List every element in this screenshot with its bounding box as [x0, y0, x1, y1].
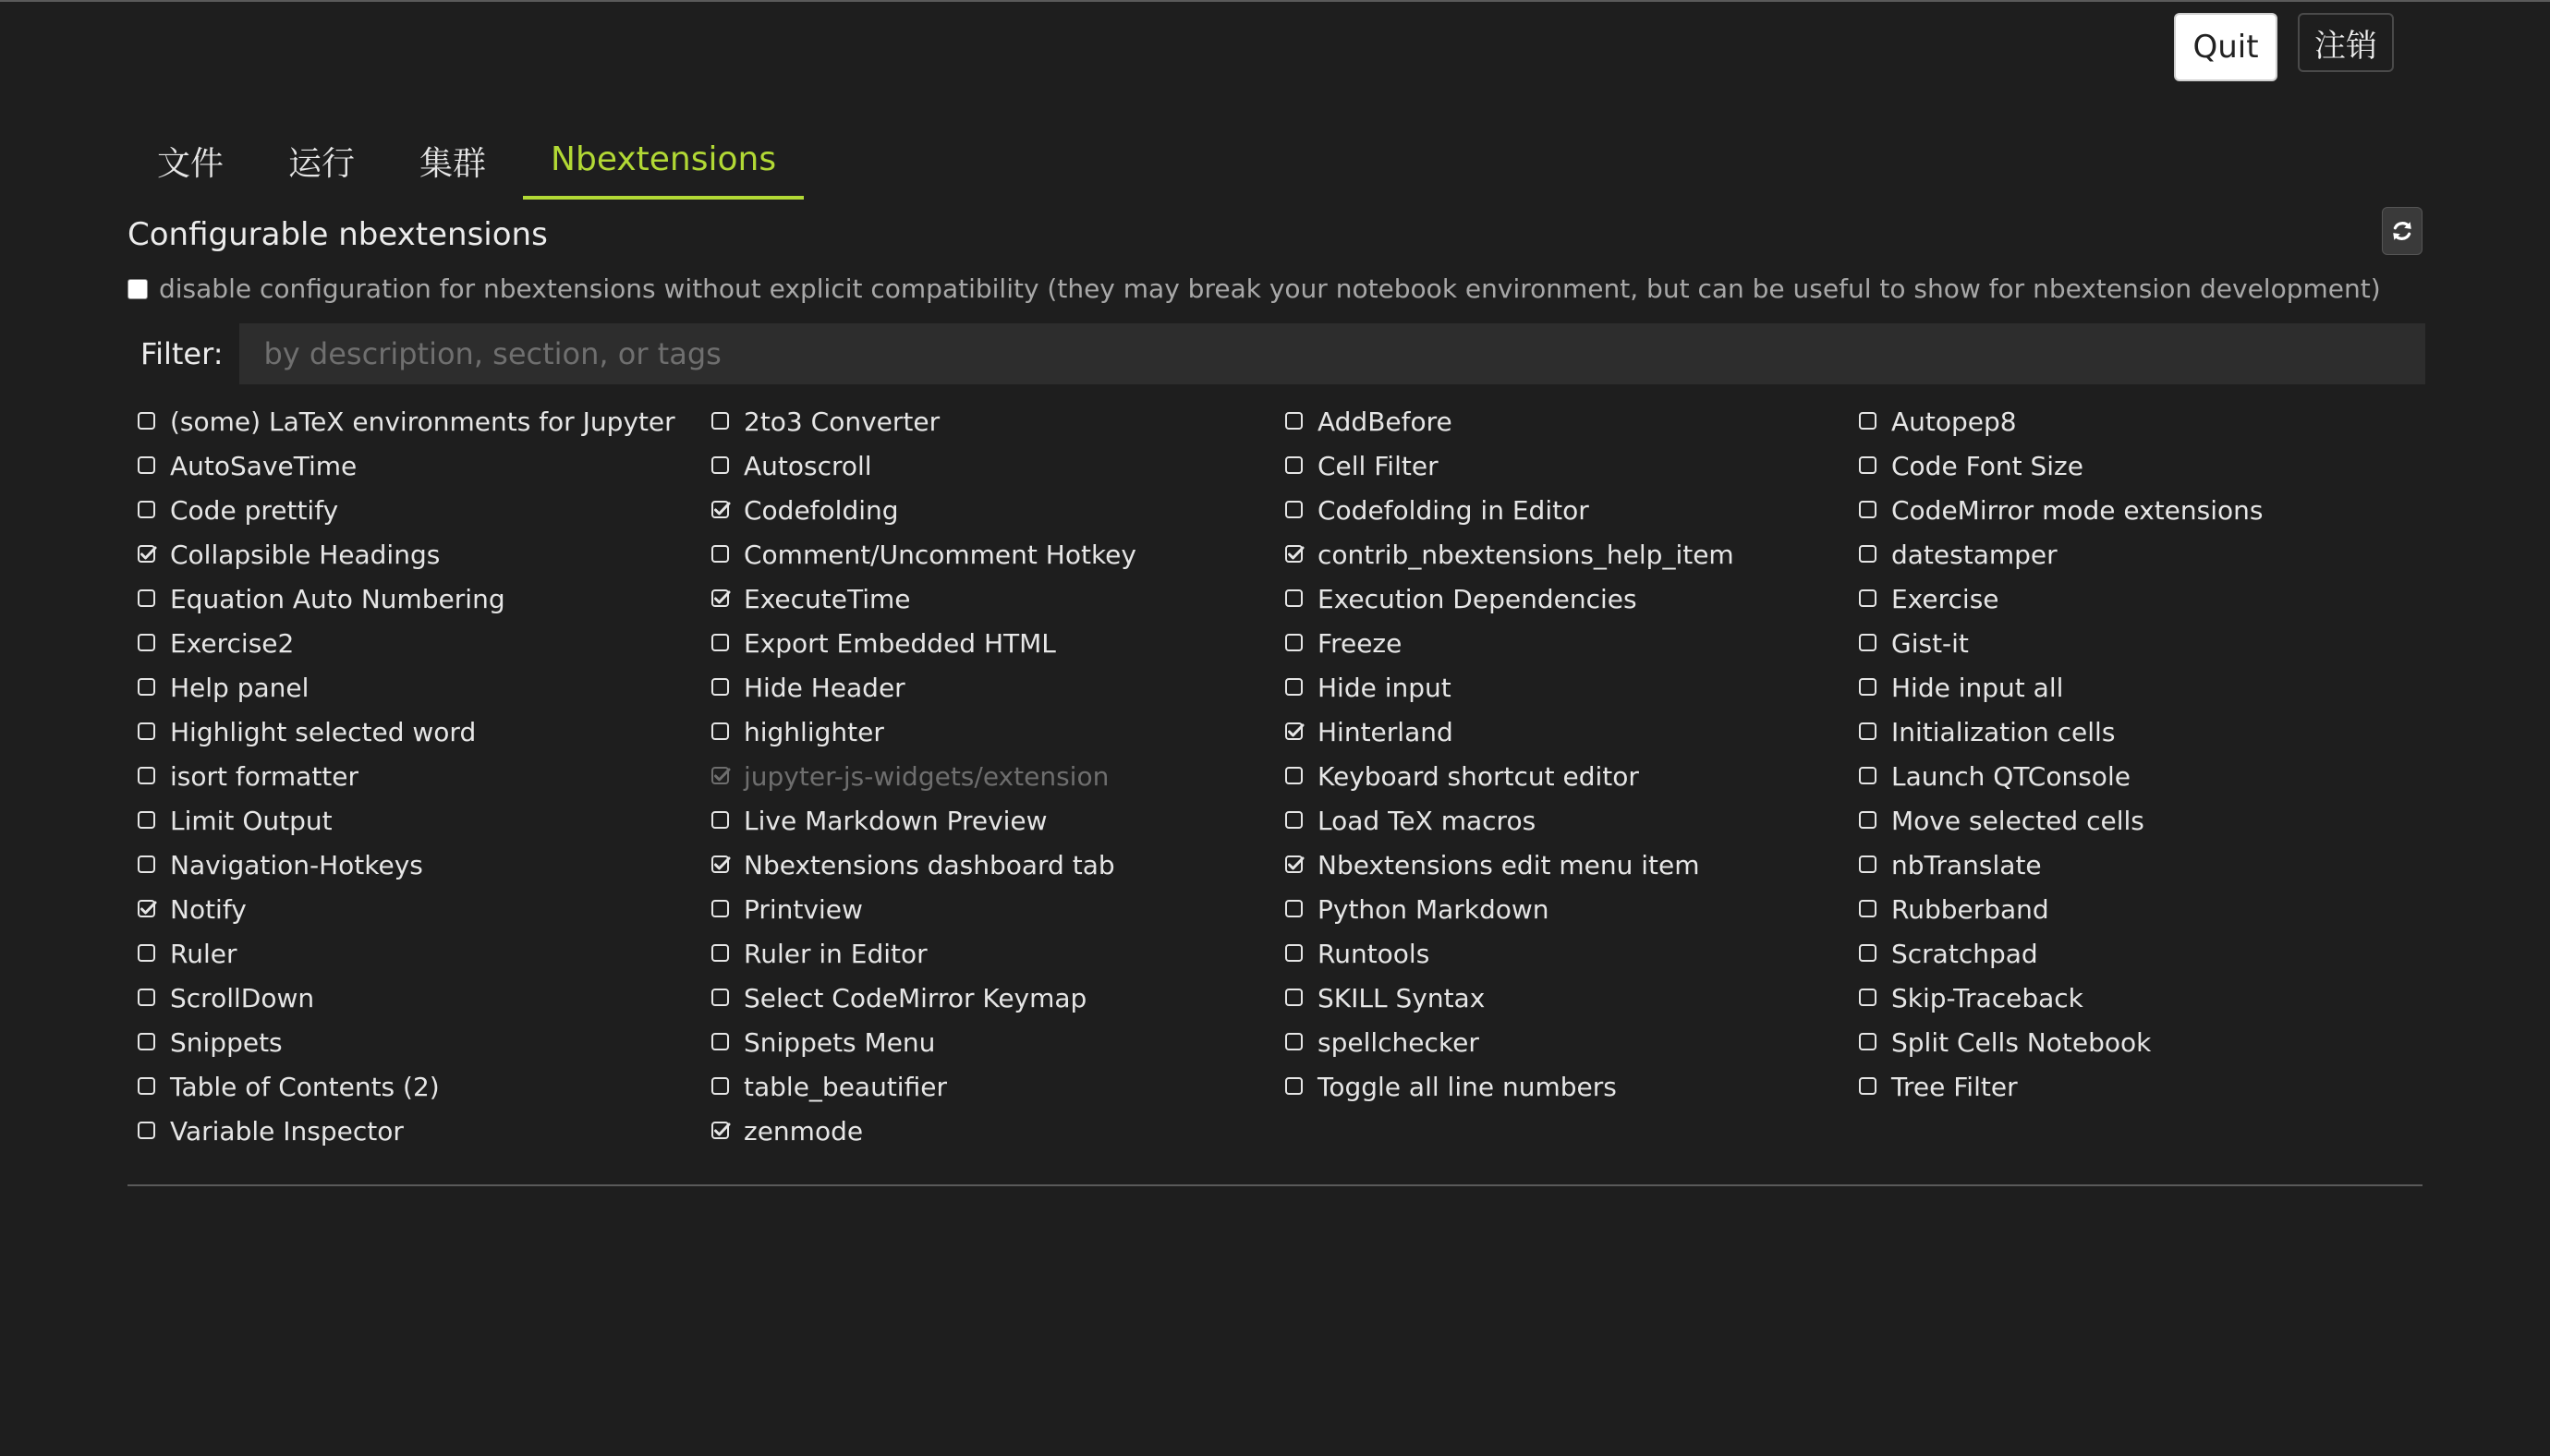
extension-item[interactable] [137, 887, 710, 931]
extension-item[interactable] [710, 399, 1284, 443]
extension-item[interactable] [710, 665, 1284, 710]
extension-label: Exercise [1891, 583, 1999, 614]
checkbox-icon[interactable] [1858, 855, 1878, 875]
checkbox-icon[interactable] [137, 722, 157, 742]
extension-item[interactable] [710, 621, 1284, 665]
extension-label: isort formatter [170, 760, 359, 792]
extension-label: AutoSaveTime [170, 450, 358, 481]
checkbox-icon[interactable] [710, 810, 731, 831]
extension-label: 2to3 Converter [744, 406, 941, 437]
extension-label: nbTranslate [1891, 849, 2042, 880]
extension-item[interactable] [137, 576, 710, 621]
extension-label: Codefolding [744, 494, 899, 526]
checkbox-icon[interactable] [1284, 943, 1305, 964]
extension-label: Highlight selected word [170, 716, 477, 747]
checkbox-icon[interactable] [710, 1076, 731, 1097]
extension-label: Table of Contents (2) [170, 1071, 440, 1102]
checked-checkbox-icon[interactable] [710, 1121, 731, 1141]
extension-item[interactable] [1284, 887, 1858, 931]
checkbox-icon[interactable] [1858, 722, 1878, 742]
checkbox-icon[interactable] [1858, 588, 1878, 609]
filter-label: Filter: [140, 336, 224, 371]
extension-label: SKILL Syntax [1318, 982, 1486, 1013]
refresh-button[interactable] [2382, 207, 2422, 255]
extension-item[interactable] [1858, 931, 2428, 976]
extension-item[interactable] [710, 576, 1284, 621]
extension-label: Hide Header [744, 672, 905, 703]
checked-checkbox-icon[interactable] [137, 899, 157, 919]
checked-checkbox-icon[interactable] [710, 500, 731, 520]
checkbox-icon[interactable] [1858, 633, 1878, 653]
extension-label: Skip-Traceback [1891, 982, 2083, 1013]
extension-item[interactable] [710, 488, 1284, 532]
extension-item[interactable] [137, 621, 710, 665]
checkbox-icon[interactable] [137, 988, 157, 1008]
checkbox-icon[interactable] [1858, 810, 1878, 831]
extension-item[interactable] [1858, 976, 2428, 1020]
checkbox-icon[interactable] [137, 943, 157, 964]
extension-item[interactable] [1284, 621, 1858, 665]
extension-label: Rubberband [1891, 893, 2049, 925]
extension-item[interactable] [1858, 399, 2428, 443]
extension-label: Nbextensions edit menu item [1318, 849, 1700, 880]
extension-label: Hinterland [1318, 716, 1453, 747]
tab-clusters[interactable]: 集群 [419, 144, 487, 183]
extension-item[interactable] [710, 931, 1284, 976]
extension-label: datestamper [1891, 539, 2058, 570]
checkbox-icon[interactable] [1858, 766, 1878, 786]
extension-label: zenmode [744, 1115, 864, 1147]
extension-label: Launch QTConsole [1891, 760, 2131, 792]
extension-item[interactable] [1858, 621, 2428, 665]
extension-label: Equation Auto Numbering [170, 583, 505, 614]
compat-option [128, 273, 2381, 304]
checkbox-icon[interactable] [137, 455, 157, 476]
extension-label: Snippets [170, 1026, 283, 1058]
checkbox-icon[interactable] [137, 588, 157, 609]
checkbox-icon[interactable] [1284, 899, 1305, 919]
extension-item[interactable] [137, 710, 710, 754]
checked-checkbox-icon[interactable] [1284, 544, 1305, 564]
checkbox-icon[interactable] [1284, 500, 1305, 520]
extension-label: CodeMirror mode extensions [1891, 494, 2264, 526]
extension-label: Initialization cells [1891, 716, 2116, 747]
extension-item[interactable] [710, 1109, 1284, 1153]
extension-item[interactable] [1284, 754, 1858, 798]
checkbox-icon[interactable] [1284, 766, 1305, 786]
checkbox-icon[interactable] [1284, 1076, 1305, 1097]
extension-label: Exercise2 [170, 627, 295, 659]
checkbox-icon[interactable] [710, 1032, 731, 1052]
extension-label: Live Markdown Preview [744, 805, 1048, 836]
extension-label: (some) LaTeX environments for Jupyter [170, 406, 675, 437]
checkbox-icon[interactable] [1284, 810, 1305, 831]
extension-label: Ruler in Editor [744, 938, 928, 969]
extension-item[interactable] [1858, 1020, 2428, 1064]
checkbox-icon[interactable] [710, 899, 731, 919]
checkbox-icon[interactable] [137, 677, 157, 698]
extension-item[interactable] [137, 399, 710, 443]
extension-item[interactable] [1858, 887, 2428, 931]
extension-label: Cell Filter [1318, 450, 1439, 481]
extension-label: Code Font Size [1891, 450, 2083, 481]
checkbox-icon[interactable] [1858, 411, 1878, 431]
extension-label: Code prettify [170, 494, 339, 526]
extension-label: Scratchpad [1891, 938, 2038, 969]
extension-label: Variable Inspector [170, 1115, 404, 1147]
extension-item[interactable] [1858, 576, 2428, 621]
extension-item[interactable] [1858, 798, 2428, 843]
extension-label: Export Embedded HTML [744, 627, 1056, 659]
extension-label: Codefolding in Editor [1318, 494, 1589, 526]
extension-label: Nbextensions dashboard tab [744, 849, 1115, 880]
checkbox-icon[interactable] [137, 1121, 157, 1141]
extension-label: Gist-it [1891, 627, 1969, 659]
compat-checkbox[interactable] [128, 279, 148, 299]
extension-item[interactable] [1284, 532, 1858, 576]
extension-item[interactable] [1284, 710, 1858, 754]
checkbox-icon[interactable] [137, 1032, 157, 1052]
extension-label: AddBefore [1318, 406, 1452, 437]
checkbox-icon[interactable] [137, 633, 157, 653]
checkbox-icon[interactable] [137, 855, 157, 875]
checked-checkbox-icon[interactable] [1284, 855, 1305, 875]
extension-label: Execution Dependencies [1318, 583, 1637, 614]
checkbox-icon[interactable] [137, 766, 157, 786]
checkbox-icon[interactable] [1858, 677, 1878, 698]
divider [128, 1184, 2422, 1186]
checkbox-icon[interactable] [1858, 500, 1878, 520]
extension-item[interactable] [137, 843, 710, 887]
extension-item[interactable] [1284, 1020, 1858, 1064]
extension-label: ScrollDown [170, 982, 315, 1013]
extension-label: Load TeX macros [1318, 805, 1536, 836]
extension-label: Tree Filter [1891, 1071, 2018, 1102]
checkbox-icon[interactable] [1284, 455, 1305, 476]
extension-item[interactable] [1858, 843, 2428, 887]
extension-item[interactable] [1858, 665, 2428, 710]
extension-label: Navigation-Hotkeys [170, 849, 423, 880]
extension-item[interactable] [1284, 1064, 1858, 1109]
extension-label: Select CodeMirror Keymap [744, 982, 1087, 1013]
extension-item[interactable] [710, 710, 1284, 754]
extension-item[interactable] [137, 798, 710, 843]
extension-item[interactable] [137, 1020, 710, 1064]
checkbox-icon[interactable] [1858, 899, 1878, 919]
extension-label: contrib_nbextensions_help_item [1318, 539, 1734, 570]
extension-label: jupyter-js-widgets/extension [744, 760, 1110, 792]
checkbox-icon[interactable] [137, 500, 157, 520]
extension-item[interactable] [1284, 488, 1858, 532]
extension-label: Runtools [1318, 938, 1430, 969]
extension-label: Freeze [1318, 627, 1402, 659]
extension-label: Split Cells Notebook [1891, 1026, 2152, 1058]
extension-item[interactable] [137, 976, 710, 1020]
tab-nbextensions[interactable]: Nbextensions [523, 122, 804, 200]
extension-item[interactable] [710, 976, 1284, 1020]
extension-label: Comment/Uncomment Hotkey [744, 539, 1136, 570]
checkbox-icon[interactable] [137, 411, 157, 431]
extension-item[interactable] [710, 798, 1284, 843]
compat-label: disable configuration for nbextensions without explicit compatibility (they may break your notebook environment, but can be useful to show for nbextension development) [159, 273, 2381, 304]
extension-label: Notify [170, 893, 247, 925]
checkbox-icon[interactable] [710, 633, 731, 653]
extension-label: Snippets Menu [744, 1026, 936, 1058]
tab-bar [129, 122, 813, 200]
extension-label: Keyboard shortcut editor [1318, 760, 1639, 792]
extension-label: Hide input all [1891, 672, 2064, 703]
checkbox-icon[interactable] [137, 1076, 157, 1097]
checkbox-icon[interactable] [1284, 988, 1305, 1008]
extension-label: Autoscroll [744, 450, 872, 481]
extension-item[interactable] [137, 532, 710, 576]
checkbox-icon[interactable] [710, 544, 731, 564]
extension-item[interactable] [137, 1064, 710, 1109]
extension-grid [137, 399, 2428, 1153]
checkbox-icon[interactable] [1284, 677, 1305, 698]
extension-item[interactable] [1858, 1064, 2428, 1109]
checkbox-icon[interactable] [1858, 943, 1878, 964]
extension-label: highlighter [744, 716, 884, 747]
extension-item[interactable] [710, 843, 1284, 887]
extension-item[interactable] [137, 443, 710, 488]
checkbox-icon[interactable] [1284, 411, 1305, 431]
extension-item[interactable] [1858, 443, 2428, 488]
section-title: Configurable nbextensions [128, 216, 548, 253]
refresh-icon [2390, 219, 2414, 243]
extension-label: Toggle all line numbers [1318, 1071, 1617, 1102]
extension-label: Limit Output [170, 805, 333, 836]
extension-item[interactable] [1284, 976, 1858, 1020]
extension-label: Ruler [170, 938, 237, 969]
extension-item[interactable] [1284, 665, 1858, 710]
extension-item[interactable] [710, 754, 1284, 798]
extension-label: Help panel [170, 672, 310, 703]
extension-item[interactable] [1284, 931, 1858, 976]
extension-item[interactable] [1284, 576, 1858, 621]
checkbox-icon[interactable] [1858, 544, 1878, 564]
checkbox-icon[interactable] [710, 411, 731, 431]
extension-item[interactable] [137, 488, 710, 532]
extension-item[interactable] [710, 1020, 1284, 1064]
extension-item[interactable] [1284, 843, 1858, 887]
extension-item[interactable] [137, 665, 710, 710]
checkbox-icon[interactable] [1284, 588, 1305, 609]
checked-checkbox-icon[interactable] [710, 855, 731, 875]
extension-item[interactable] [1858, 754, 2428, 798]
extension-item[interactable] [1858, 532, 2428, 576]
extension-item[interactable] [1858, 710, 2428, 754]
extension-label: ExecuteTime [744, 583, 911, 614]
extension-item[interactable] [710, 443, 1284, 488]
checkbox-icon[interactable] [1284, 1032, 1305, 1052]
extension-item[interactable] [710, 1064, 1284, 1109]
tab-files[interactable]: 文件 [157, 144, 225, 183]
checkbox-icon[interactable] [1858, 455, 1878, 476]
extension-label: Printview [744, 893, 863, 925]
extension-label: Move selected cells [1891, 805, 2144, 836]
extension-label: Python Markdown [1318, 893, 1549, 925]
checkbox-icon[interactable] [1858, 1032, 1878, 1052]
extension-item[interactable] [137, 931, 710, 976]
extension-item[interactable] [1284, 798, 1858, 843]
checked-checkbox-icon[interactable] [710, 766, 731, 786]
checkbox-icon[interactable] [1858, 1076, 1878, 1097]
extension-item[interactable] [1858, 488, 2428, 532]
logout-button[interactable]: 注销 [2298, 13, 2394, 72]
checked-checkbox-icon[interactable] [1284, 722, 1305, 742]
checkbox-icon[interactable] [710, 677, 731, 698]
extension-item[interactable] [1284, 399, 1858, 443]
filter-row [140, 323, 2425, 384]
checked-checkbox-icon[interactable] [710, 588, 731, 609]
tab-running[interactable]: 运行 [288, 144, 356, 183]
checkbox-icon[interactable] [1284, 633, 1305, 653]
filter-input[interactable] [239, 323, 2425, 384]
checkbox-icon[interactable] [710, 455, 731, 476]
extension-item[interactable] [710, 887, 1284, 931]
checkbox-icon[interactable] [1858, 988, 1878, 1008]
quit-button[interactable]: Quit [2174, 13, 2277, 81]
checkbox-icon[interactable] [137, 810, 157, 831]
checkbox-icon[interactable] [710, 988, 731, 1008]
extension-item[interactable] [1284, 443, 1858, 488]
extension-label: spellchecker [1318, 1026, 1479, 1058]
extension-item[interactable] [710, 532, 1284, 576]
extension-item[interactable] [137, 754, 710, 798]
extension-label: table_beautifier [744, 1071, 947, 1102]
extension-label: Autopep8 [1891, 406, 2017, 437]
extension-item[interactable] [137, 1109, 710, 1153]
extension-label: Hide input [1318, 672, 1451, 703]
checkbox-icon[interactable] [710, 722, 731, 742]
checked-checkbox-icon[interactable] [137, 544, 157, 564]
checkbox-icon[interactable] [710, 943, 731, 964]
extension-label: Collapsible Headings [170, 539, 441, 570]
